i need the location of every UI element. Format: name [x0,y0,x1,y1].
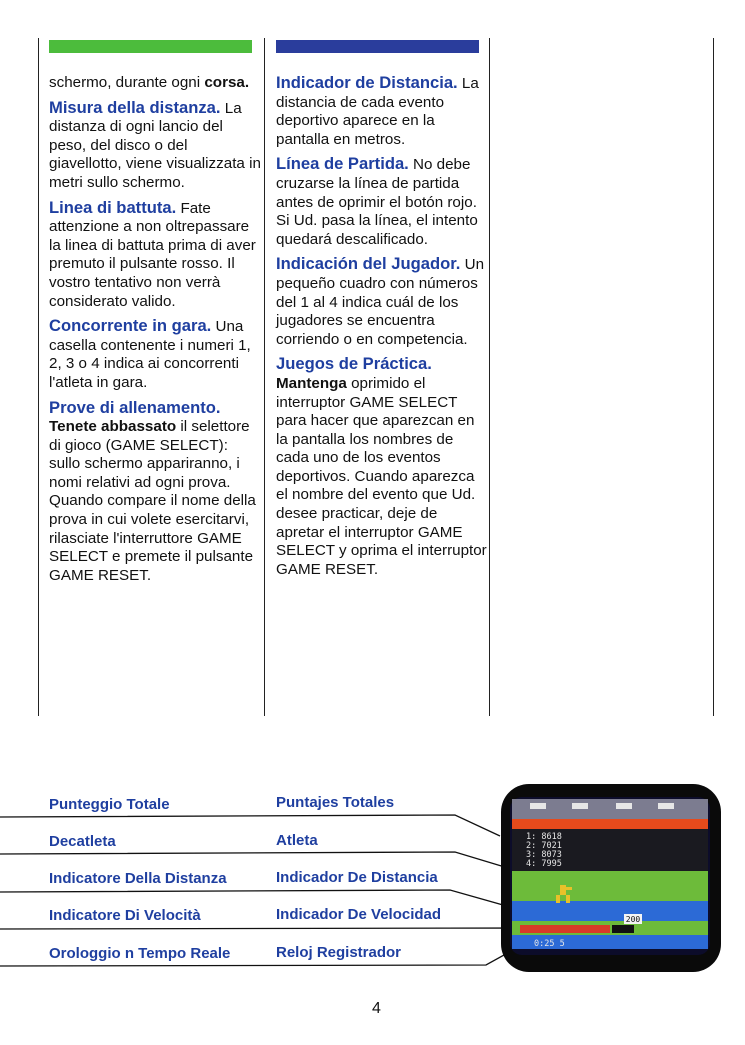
clock-readout: 0:25 5 [534,939,565,949]
label-it-clock: Orologgio n Tempo Reale [49,945,231,962]
label-it-speed: Indicatore Di Velocità [49,907,201,924]
label-it-total-score: Punteggio Totale [49,796,170,813]
it-misura: Misura della distanza. La distanza di ogni lancio del peso, del disco o del giavellotto, viene visualizzata in metri sullo schermo. [49,97,261,191]
it-prove: Prove di allenamento. Tenete abbassato il selettore di gioco (GAME SELECT): sullo schermo appariranno, i nomi relativi ad ogni prova. Quando compare il nome della prova in cui volete esercitarvi, rilasciate l'interruttore GAME SELECT e premete il pulsante GAME RESET. [49,397,256,584]
label-es-speed: Indicador De Velocidad [276,906,442,923]
it-linea: Linea di battuta. Fate attenzione a non oltrepassare la linea di battuta prima di aver premuto il pulsante rosso. Il vostro tentativo non verrà considerato valido. [49,197,256,310]
page-number: 4 [372,1000,381,1017]
label-it-distance: Indicatore Della Distanza [49,870,227,887]
label-es-total-score: Puntajes Totales [276,794,395,811]
label-it-athlete: Decatleta [49,833,116,850]
es-linea: Línea de Partida. No debe cruzarse la línea de partida antes de oprimir el botón rojo. Si Ud. pasa la línea, el intento quedará descalificado. [276,154,478,248]
it-concorrente: Concorrente in gara. Una casella contenente i numeri 1, 2, 3 o 4 indica ai concorrenti l'atleta in gara. [49,316,251,391]
speed-bar [520,925,610,933]
es-distancia: Indicador de Distancia. La distancia de cada evento deportivo aparece en la pantalla en metros. [276,73,479,148]
distance-indicator-text: 200 [625,915,641,924]
label-es-distance: Indicador De Distancia [276,869,438,886]
speed-bar-end [612,925,634,933]
label-es-clock: Reloj Registrador [276,944,402,961]
es-practica: Juegos de Práctica. Mantenga oprimido el interruptor GAME SELECT para hacer que aparezcan en la pantalla los nombres de cada uno de los eventos deportivos. Cuando aparezca el nombre del evento que Ud. desee practicar, deje de apretar el interruptor GAME SELECT y oprima el interruptor GAME RESET. [276,354,487,578]
score-line-4: 4: 7995 [526,859,562,869]
field-track [512,901,708,921]
field-upper [512,871,708,901]
score-line-3: 3: 8073 [526,850,562,860]
score-line-2: 2: 7021 [526,841,562,851]
label-es-athlete: Atleta [276,832,318,849]
score-line-1: 1: 8618 [526,832,562,842]
track-band [512,819,708,829]
tv-screen-illustration [500,783,722,973]
es-jugador: Indicación del Jugador. Un pequeño cuadro con números del 1 al 4 indica cuál de los jugadores se encuentra corriendo o en competencia. [276,254,485,348]
it-intro: schermo, durante ogni corsa. [49,74,250,91]
